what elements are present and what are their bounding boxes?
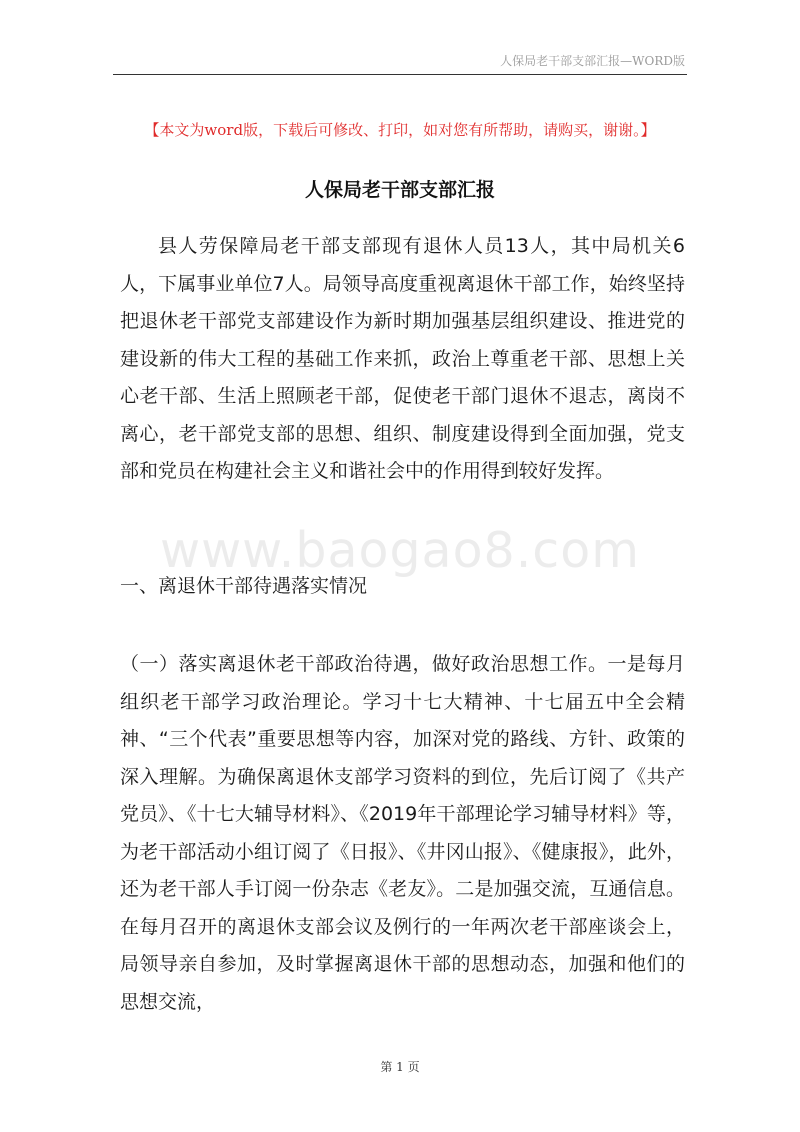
header-divider bbox=[113, 74, 687, 75]
watermark-text: www.baogao8.com bbox=[160, 522, 640, 579]
section-heading-1: 一、离退休干部待遇落实情况 bbox=[120, 575, 368, 597]
running-header-title: 人保局老干部支部汇报—WORD版 bbox=[500, 54, 685, 68]
page-number: 第 1 页 bbox=[380, 1060, 420, 1074]
body-paragraph-1: 县人劳保障局老干部支部现有退休人员13人，其中局机关6人，下属事业单位7人。局领导高度重视离退休干部工作，始终坚持把退休老干部党支部建设作为新时期加强基层组织建设、推进党的建设新的伟大工程的基础工作来抓，政治上尊重老干部、思想上关心老干部、生活上照顾老干部，促使老干部门退休不退志，离岗不离心，老干部党支部的思想、组织、制度建设得到全面加强，党支部和党员在构建社会主义和谐社会中的作用得到较好发挥。 bbox=[120, 235, 685, 482]
purchase-notice: 【本文为word版，下载后可修改、打印，如对您有所帮助，请购买，谢谢。】 bbox=[144, 121, 656, 139]
body-paragraph-2: （一）落实离退休老干部政治待遇，做好政治思想工作。一是每月组织老干部学习政治理论。学习十七大精神、十七届五中全会精神、“三个代表”重要思想等内容，加深对党的路线、方针、政策的深入理解。为确保离退休支部学习资料的到位，先后订阅了《共产党员》、《十七大辅导材料》、《2019年干部理论学习辅导材料》等，为老干部活动小组订阅了《日报》、《井冈山报》、《健康报》，此外，还为老干部人手订阅一份杂志《老友》。二是加强交流，互通信息。在每月召开的离退休支部会议及例行的一年两次老干部座谈会上，局领导亲自参加，及时掌握离退休干部的思想动态，加强和他们的思想交流， bbox=[120, 653, 685, 1013]
document-title: 人保局老干部支部汇报 bbox=[304, 179, 495, 201]
